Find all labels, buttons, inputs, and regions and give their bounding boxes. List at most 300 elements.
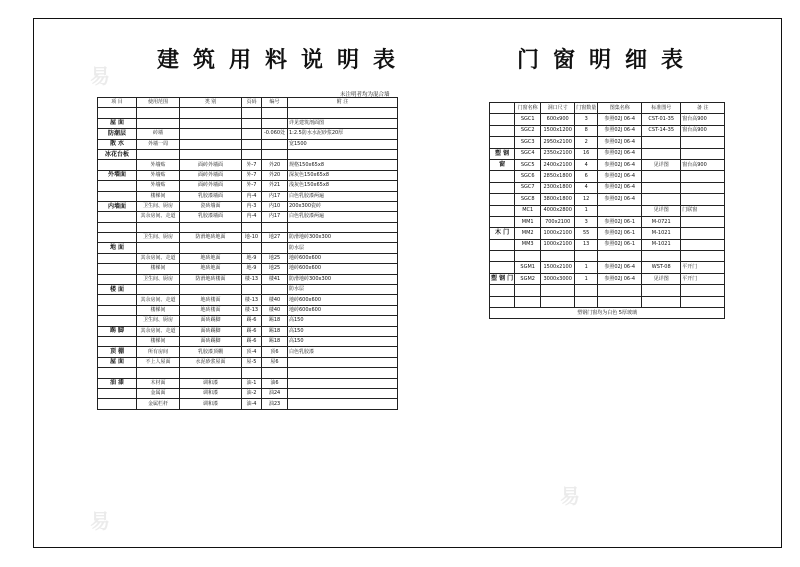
material-row	[98, 264, 398, 274]
table-cell: M-0721	[642, 216, 681, 227]
table-cell	[288, 399, 398, 409]
table-cell	[242, 108, 262, 118]
table-cell: -0.060处	[262, 129, 288, 139]
table-cell: 外-7	[242, 160, 262, 170]
table-cell: 13	[575, 239, 598, 250]
table-cell: MM3	[515, 239, 541, 250]
table-cell: 参照02J 06-4	[598, 137, 642, 148]
table-cell: 踢18	[262, 316, 288, 326]
table-cell: SGC3	[515, 137, 541, 148]
group-label-cell	[98, 316, 137, 326]
table-cell: 其余房间、走道	[137, 295, 180, 305]
table-cell	[262, 149, 288, 159]
table-cell	[642, 182, 681, 193]
table-cell: 屋6	[262, 357, 288, 367]
table-cell: 踢-6	[242, 336, 262, 346]
table-cell: 踢18	[262, 326, 288, 336]
table-cell: 面砖外墙面	[180, 181, 242, 191]
header-cell: 门窗数量	[575, 103, 598, 114]
material-row	[98, 347, 398, 357]
material-row	[98, 253, 398, 263]
table-cell: 4	[575, 159, 598, 170]
table-cell: M-1021	[642, 228, 681, 239]
table-cell: 深灰色150x65x8	[288, 170, 398, 180]
material-row	[98, 295, 398, 305]
table-cell	[262, 222, 288, 232]
door-window-row	[490, 159, 725, 170]
table-cell	[515, 285, 541, 296]
table-cell	[242, 139, 262, 149]
table-cell	[137, 285, 180, 295]
table-cell: 2300x1800	[541, 182, 575, 193]
table-cell: 防滑地砖地面	[180, 233, 242, 243]
group-label-cell: 屋 面	[98, 357, 137, 367]
table-cell: 油24	[262, 388, 288, 398]
table-cell: 油-4	[242, 399, 262, 409]
table-cell: 外墙一周	[137, 139, 180, 149]
material-row	[98, 222, 398, 232]
table-cell: 参照02J 06-4	[598, 171, 642, 182]
table-cell	[242, 118, 262, 128]
table-cell	[262, 285, 288, 295]
table-cell: 调和漆	[180, 399, 242, 409]
table-cell	[288, 368, 398, 378]
table-cell	[137, 118, 180, 128]
table-cell: 卫生间、厨房	[137, 201, 180, 211]
material-row	[98, 336, 398, 346]
door-window-row	[490, 296, 725, 307]
header-cell: 标准图号	[642, 103, 681, 114]
door-window-row	[490, 285, 725, 296]
table-cell: 楼41	[262, 274, 288, 284]
table-cell: 油-2	[242, 388, 262, 398]
table-cell	[681, 239, 725, 250]
group-label-cell	[490, 114, 515, 125]
table-cell: 窗台高900	[681, 125, 725, 136]
table-cell	[242, 368, 262, 378]
table-cell: 卫生间、厨房	[137, 233, 180, 243]
table-cell: 调和漆	[180, 378, 242, 388]
table-cell: 乳胶漆墙面	[180, 191, 242, 201]
table-cell: 2	[575, 137, 598, 148]
material-row	[98, 243, 398, 253]
table-cell: M-1021	[642, 239, 681, 250]
door-window-row	[490, 262, 725, 273]
door-window-row	[490, 194, 725, 205]
table-cell: 地砖600x600	[288, 264, 398, 274]
door-window-row	[490, 228, 725, 239]
table-cell	[598, 205, 642, 216]
table-cell	[262, 108, 288, 118]
table-cell	[681, 137, 725, 148]
table-cell: 楼40	[262, 295, 288, 305]
material-row	[98, 191, 398, 201]
material-table	[97, 97, 398, 410]
table-cell: 外21	[262, 181, 288, 191]
door-window-row	[490, 205, 725, 216]
group-label-cell	[490, 137, 515, 148]
group-label-cell	[490, 296, 515, 307]
table-cell: 踢-6	[242, 326, 262, 336]
table-cell: 白色乳胶漆两遍	[288, 212, 398, 222]
table-cell	[242, 243, 262, 253]
group-label-cell	[98, 399, 137, 409]
table-cell: 面砖外墙面	[180, 170, 242, 180]
table-cell: 内17	[262, 191, 288, 201]
group-label-cell	[98, 181, 137, 191]
header-cell: 备 注	[681, 103, 725, 114]
material-row	[98, 118, 398, 128]
material-row	[98, 285, 398, 295]
door-window-row	[490, 125, 725, 136]
header-cell	[490, 103, 515, 114]
table-cell	[242, 285, 262, 295]
table-cell	[288, 222, 398, 232]
table-cell: SGM1	[515, 262, 541, 273]
header-cell: 页码	[242, 98, 262, 108]
table-cell	[288, 108, 398, 118]
table-cell: 屋-5	[242, 357, 262, 367]
table-cell: 水泥砂浆屋面	[180, 357, 242, 367]
table-cell: 参照02J 06-4	[598, 148, 642, 159]
table-cell	[681, 182, 725, 193]
header-cell: 编号	[262, 98, 288, 108]
table-cell: 油-1	[242, 378, 262, 388]
table-cell: 外20	[262, 160, 288, 170]
table-cell: 见详图	[642, 159, 681, 170]
group-label-cell	[98, 233, 137, 243]
table-cell: 高150	[288, 336, 398, 346]
table-cell: SGC5	[515, 159, 541, 170]
table-cell: 所有房间	[137, 347, 180, 357]
table-cell: 600x900	[541, 114, 575, 125]
material-row	[98, 129, 398, 139]
group-label-cell: 窗	[490, 159, 515, 170]
table-cell: 其余房间、走道	[137, 253, 180, 263]
door-window-table-title: 门窗明细表	[517, 48, 698, 73]
group-label-cell	[490, 205, 515, 216]
table-cell	[681, 194, 725, 205]
table-cell: 地25	[262, 253, 288, 263]
table-cell: 白色乳胶漆	[288, 347, 398, 357]
table-cell: 白色乳胶漆两遍	[288, 191, 398, 201]
table-cell: MM1	[515, 216, 541, 227]
table-cell: 卫生间、厨房	[137, 274, 180, 284]
door-window-table	[489, 102, 725, 319]
group-label-cell	[98, 274, 137, 284]
table-cell: 3	[575, 114, 598, 125]
material-row	[98, 368, 398, 378]
table-cell: 楼梯间	[137, 191, 180, 201]
table-cell	[642, 251, 681, 262]
group-label-cell	[98, 368, 137, 378]
table-cell: 内-4	[242, 212, 262, 222]
table-cell: 外-7	[242, 181, 262, 191]
table-cell: 参照02J 06-4	[598, 273, 642, 284]
table-cell: 1:2.5防水水泥砂浆20厚	[288, 129, 398, 139]
table-cell	[642, 194, 681, 205]
table-cell: 3	[575, 216, 598, 227]
group-label-cell: 塑 钢 门	[490, 273, 515, 284]
table-cell: 其余房间、走道	[137, 326, 180, 336]
table-cell: 地砖楼面	[180, 295, 242, 305]
group-label-cell	[490, 239, 515, 250]
table-cell: 窗台高900	[681, 159, 725, 170]
table-cell: 楼-13	[242, 274, 262, 284]
table-cell: 地-9	[242, 264, 262, 274]
group-label-cell: 油 漆	[98, 378, 137, 388]
group-label-cell: 屋 面	[98, 118, 137, 128]
door-window-row	[490, 114, 725, 125]
table-cell	[681, 216, 725, 227]
table-cell: SGC7	[515, 182, 541, 193]
table-cell: 高150	[288, 326, 398, 336]
group-label-cell	[98, 253, 137, 263]
table-cell: 面砖踢脚	[180, 326, 242, 336]
table-cell	[681, 251, 725, 262]
table-cell: 楼梯间	[137, 305, 180, 315]
header-cell: 使用范围	[137, 98, 180, 108]
header-cell: 洞口尺寸	[541, 103, 575, 114]
table-cell: 平开门	[681, 262, 725, 273]
table-cell	[575, 296, 598, 307]
table-cell: 详见建筑剖面图	[288, 118, 398, 128]
table-cell: 防水层	[288, 243, 398, 253]
table-cell: 2350x2100	[541, 148, 575, 159]
group-label-cell	[98, 295, 137, 305]
table-cell: 55	[575, 228, 598, 239]
group-label-cell: 踢 脚	[98, 326, 137, 336]
table-cell: 防滑地砖300x300	[288, 274, 398, 284]
table-cell: 浅灰色150x65x8	[288, 181, 398, 191]
table-cell	[180, 285, 242, 295]
group-label-cell: 地 面	[98, 243, 137, 253]
table-cell: 高150	[288, 316, 398, 326]
material-row	[98, 399, 398, 409]
table-cell: 乳胶漆顶棚	[180, 347, 242, 357]
table-cell	[242, 222, 262, 232]
header-cell: 项 目	[98, 98, 137, 108]
table-cell: 地27	[262, 233, 288, 243]
table-cell	[541, 251, 575, 262]
group-label-cell	[98, 191, 137, 201]
table-cell: 内-4	[242, 191, 262, 201]
table-cell	[180, 118, 242, 128]
table-cell: 4	[575, 182, 598, 193]
table-cell: 16	[575, 148, 598, 159]
table-cell: 不上人屋面	[137, 357, 180, 367]
table-cell: 油6	[262, 378, 288, 388]
material-row	[98, 316, 398, 326]
table-cell: 楼-13	[242, 295, 262, 305]
material-row	[98, 201, 398, 211]
group-label-cell	[98, 305, 137, 315]
table-cell: 2950x2100	[541, 137, 575, 148]
table-cell: 8	[575, 125, 598, 136]
table-cell: 地25	[262, 264, 288, 274]
group-label-cell	[490, 285, 515, 296]
table-cell: SGC6	[515, 171, 541, 182]
table-cell: 1	[575, 205, 598, 216]
table-cell: 1500x2100	[541, 262, 575, 273]
table-cell: 规格150x65x8	[288, 160, 398, 170]
table-cell	[180, 108, 242, 118]
door-window-row	[490, 239, 725, 250]
table-cell: 其余房间、走道	[137, 212, 180, 222]
table-cell: 窗台高900	[681, 114, 725, 125]
table-cell	[598, 285, 642, 296]
table-cell	[137, 149, 180, 159]
table-cell	[288, 388, 398, 398]
header-row	[490, 103, 725, 114]
table-cell	[681, 228, 725, 239]
material-row	[98, 233, 398, 243]
table-cell	[681, 148, 725, 159]
material-row	[98, 357, 398, 367]
material-row	[98, 305, 398, 315]
table-cell: 地-10	[242, 233, 262, 243]
door-window-row	[490, 273, 725, 284]
table-cell: 面砖踢脚	[180, 336, 242, 346]
table-cell: 地砖地面	[180, 264, 242, 274]
table-cell: 楼梯间	[137, 264, 180, 274]
table-cell	[262, 139, 288, 149]
group-label-cell: 塑 钢	[490, 148, 515, 159]
table-cell: 顶6	[262, 347, 288, 357]
table-cell: 地砖600x600	[288, 305, 398, 315]
table-cell: 顶-4	[242, 347, 262, 357]
table-cell: 1500x1200	[541, 125, 575, 136]
group-label-cell	[98, 264, 137, 274]
table-cell	[262, 243, 288, 253]
table-cell: 砖墙	[137, 129, 180, 139]
material-table-title: 建筑用料说明表	[157, 48, 410, 73]
table-cell: 地砖600x600	[288, 295, 398, 305]
group-label-cell: 外墙面	[98, 170, 137, 180]
table-cell	[180, 139, 242, 149]
material-row	[98, 326, 398, 336]
table-cell	[180, 149, 242, 159]
table-cell: SGC2	[515, 125, 541, 136]
table-cell: 地-9	[242, 253, 262, 263]
group-label-cell: 散 水	[98, 139, 137, 149]
group-label-cell	[98, 388, 137, 398]
table-cell: 瓷砖墙面	[180, 201, 242, 211]
table-cell	[137, 368, 180, 378]
table-cell: 12	[575, 194, 598, 205]
table-cell	[180, 222, 242, 232]
header-row	[98, 98, 398, 108]
header-cell: 类 别	[180, 98, 242, 108]
table-cell: MC1	[515, 205, 541, 216]
table-cell: 1000x2100	[541, 239, 575, 250]
group-label-cell	[98, 222, 137, 232]
material-row	[98, 212, 398, 222]
table-cell: CST-14-35	[642, 125, 681, 136]
watermark-mark: 易	[560, 484, 580, 508]
table-cell: 楼-13	[242, 305, 262, 315]
table-cell: 4000x2800	[541, 205, 575, 216]
table-cell: 外20	[262, 170, 288, 180]
group-label-cell	[98, 336, 137, 346]
material-table-note: 未注明者均为混合墙	[340, 92, 390, 98]
table-cell: 金属面	[137, 388, 180, 398]
group-label-cell	[490, 125, 515, 136]
table-cell	[242, 129, 262, 139]
group-label-cell: 木 门	[490, 228, 515, 239]
table-cell	[180, 243, 242, 253]
group-label-cell	[490, 171, 515, 182]
watermark-mark: 易	[90, 509, 110, 533]
table-cell: 2850x1800	[541, 171, 575, 182]
group-label-cell	[490, 251, 515, 262]
table-cell	[541, 296, 575, 307]
header-cell: 门窗名称	[515, 103, 541, 114]
footer-row	[490, 308, 725, 319]
table-cell: 参照02J 06-4	[598, 114, 642, 125]
table-cell	[681, 171, 725, 182]
table-cell: 3000x3000	[541, 273, 575, 284]
table-cell: 参照02J 06-4	[598, 194, 642, 205]
table-cell: 6	[575, 171, 598, 182]
table-cell: 200x300瓷砖	[288, 201, 398, 211]
table-cell: 内17	[262, 212, 288, 222]
table-cell	[681, 285, 725, 296]
table-cell: 金属栏杆	[137, 399, 180, 409]
table-cell: 面砖外墙面	[180, 160, 242, 170]
table-cell: 参照02J 06-4	[598, 182, 642, 193]
table-cell: 乳胶漆墙面	[180, 212, 242, 222]
table-cell: 地砖600x600	[288, 253, 398, 263]
table-cell	[137, 108, 180, 118]
door-window-row	[490, 182, 725, 193]
table-cell	[262, 368, 288, 378]
table-cell	[288, 357, 398, 367]
group-label-cell	[490, 194, 515, 205]
table-cell: 面砖踢脚	[180, 316, 242, 326]
table-cell	[575, 285, 598, 296]
door-window-row	[490, 148, 725, 159]
table-cell: 门联窗	[681, 205, 725, 216]
table-cell: 踢-6	[242, 316, 262, 326]
table-cell: 3800x1800	[541, 194, 575, 205]
table-cell	[598, 251, 642, 262]
material-row	[98, 378, 398, 388]
group-label-cell: 防潮层	[98, 129, 137, 139]
group-label-cell: 内墙面	[98, 201, 137, 211]
table-cell: 1	[575, 273, 598, 284]
table-cell: SGC4	[515, 148, 541, 159]
table-cell	[515, 251, 541, 262]
table-cell: SGM2	[515, 273, 541, 284]
table-cell: 700x2100	[541, 216, 575, 227]
table-cell: 外-7	[242, 170, 262, 180]
table-cell	[180, 368, 242, 378]
table-cell: 卫生间、厨房	[137, 316, 180, 326]
group-label-cell: 顶 棚	[98, 347, 137, 357]
table-cell	[642, 285, 681, 296]
group-label-cell	[98, 212, 137, 222]
table-cell: 内10	[262, 201, 288, 211]
table-cell	[642, 137, 681, 148]
group-label-cell	[98, 108, 137, 118]
material-row	[98, 139, 398, 149]
table-cell: 见详图	[642, 273, 681, 284]
door-window-row	[490, 171, 725, 182]
table-cell: 参照02J 06-4	[598, 262, 642, 273]
group-label-cell	[490, 262, 515, 273]
table-cell: 外墙贴	[137, 160, 180, 170]
